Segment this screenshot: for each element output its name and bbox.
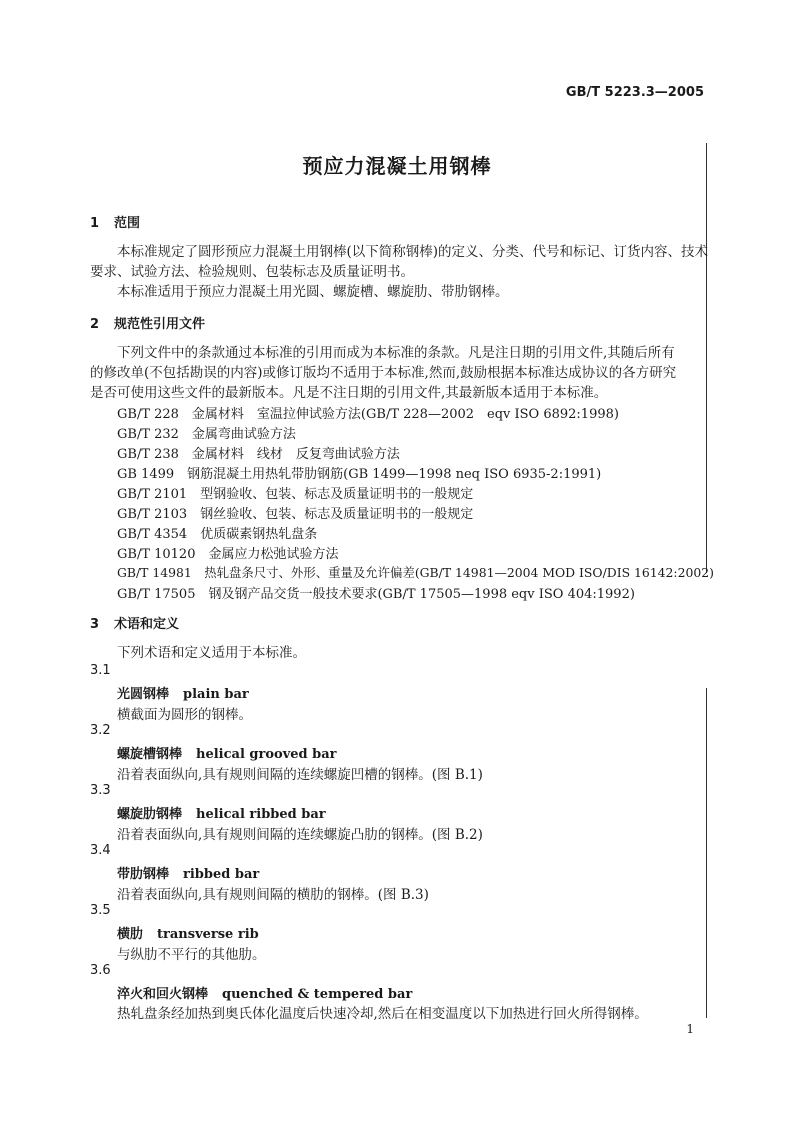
section-number: 2 [90,317,100,332]
section-number: 1 [90,216,100,231]
term-en: plain bar [183,687,249,702]
term-zh: 螺旋槽钢棒 [117,747,183,762]
scope-paragraph-1-line-1: 本标准规定了圆形预应力混凝土用钢棒(以下简称钢棒)的定义、分类、代号和标记、订货内容、技术 [117,244,709,260]
term-heading [117,983,412,1002]
term-en: transverse rib [157,927,259,942]
scope-paragraph-1-line-2: 要求、试验方法、检验规则、包装标志及质量证明书。 [90,264,414,280]
section-title: 术语和定义 [114,617,180,632]
terms-intro: 下列术语和定义适用于本标准。 [117,645,306,661]
clause-number: 3.1 [90,663,111,678]
term-definition: 横截面为圆形的钢棒。 [117,707,252,723]
term-heading [117,803,326,822]
normative-intro-line-1: 下列文件中的条款通过本标准的引用而成为本标准的条款。凡是注日期的引用文件,其随后所有 [117,345,675,361]
term-zh: 螺旋肋钢棒 [117,807,183,822]
margin-rule-bottom [706,688,707,1018]
standard-code: GB/T 5223.3—2005 [565,85,704,100]
scope-paragraph-2: 本标准适用于预应力混凝土用光圆、螺旋槽、螺旋肋、带肋钢棒。 [117,284,509,300]
term-definition: 热轧盘条经加热到奥氏体化温度后快速冷却,然后在相变温度以下加热进行回火所得钢棒。 [117,1006,648,1022]
term-heading [117,683,249,702]
term-definition: 沿着表面纵向,具有规则间隔的连续螺旋凸肋的钢棒。(图 B.2) [117,827,483,843]
term-en: ribbed bar [183,867,260,882]
clause-number: 3.2 [90,723,111,738]
section-number: 3 [90,617,100,632]
term-zh: 带肋钢棒 [117,867,170,882]
reference-item: GB/T 10120 金属应力松弛试验方法 [117,547,339,562]
section-heading-scope [90,212,140,231]
term-definition: 沿着表面纵向,具有规则间隔的连续螺旋凹槽的钢棒。(图 B.1) [117,767,483,783]
section-heading-terms [90,613,179,632]
reference-item: GB/T 4354 优质碳素钢热轧盘条 [117,527,318,542]
term-heading [117,923,259,942]
normative-intro-line-2: 的修改单(不包括勘误的内容)或修订版均不适用于本标准,然而,鼓励根据本标准达成协议的各方研究 [90,365,677,381]
clause-number: 3.5 [90,903,111,918]
term-en: helical ribbed bar [196,807,326,822]
normative-intro-line-3: 是否可使用这些文件的最新版本。凡是不注日期的引用文件,其最新版本适用于本标准。 [90,385,608,401]
term-definition: 与纵肋不平行的其他肋。 [117,947,266,963]
reference-item: GB/T 228 金属材料 室温拉伸试验方法(GB/T 228—2002 eqv ISO 6892:1998) [117,407,619,422]
margin-rule-top [706,143,707,573]
term-heading [117,863,259,882]
document-title: 预应力混凝土用钢棒 [302,154,492,178]
term-en: quenched & tempered bar [222,987,413,1002]
section-heading-normative [90,313,205,332]
term-zh: 淬火和回火钢棒 [117,987,209,1002]
section-title: 规范性引用文件 [114,317,206,332]
reference-item: GB/T 2103 钢丝验收、包装、标志及质量证明书的一般规定 [117,507,474,522]
term-zh: 光圆钢棒 [117,687,170,702]
clause-number: 3.3 [90,783,111,798]
section-title: 范围 [114,216,141,231]
term-en: helical grooved bar [196,747,337,762]
term-heading [117,743,337,762]
reference-item: GB/T 14981 热轧盘条尺寸、外形、重量及允许偏差(GB/T 14981—2004 MOD ISO/DIS 16142:2002) [117,565,714,580]
reference-item: GB/T 17505 钢及钢产品交货一般技术要求(GB/T 17505—1998 eqv ISO 404:1992) [117,587,635,602]
clause-number: 3.4 [90,843,111,858]
clause-number: 3.6 [90,963,111,978]
reference-item: GB 1499 钢筋混凝土用热轧带肋钢筋(GB 1499—1998 neq ISO 6935-2:1991) [117,467,602,482]
reference-item: GB/T 238 金属材料 线材 反复弯曲试验方法 [117,447,400,462]
reference-item: GB/T 2101 型钢验收、包装、标志及质量证明书的一般规定 [117,487,474,502]
page-number: 1 [686,1022,694,1036]
reference-item: GB/T 232 金属弯曲试验方法 [117,427,296,442]
term-definition: 沿着表面纵向,具有规则间隔的横肋的钢棒。(图 B.3) [117,887,429,903]
term-zh: 横肋 [117,927,144,942]
